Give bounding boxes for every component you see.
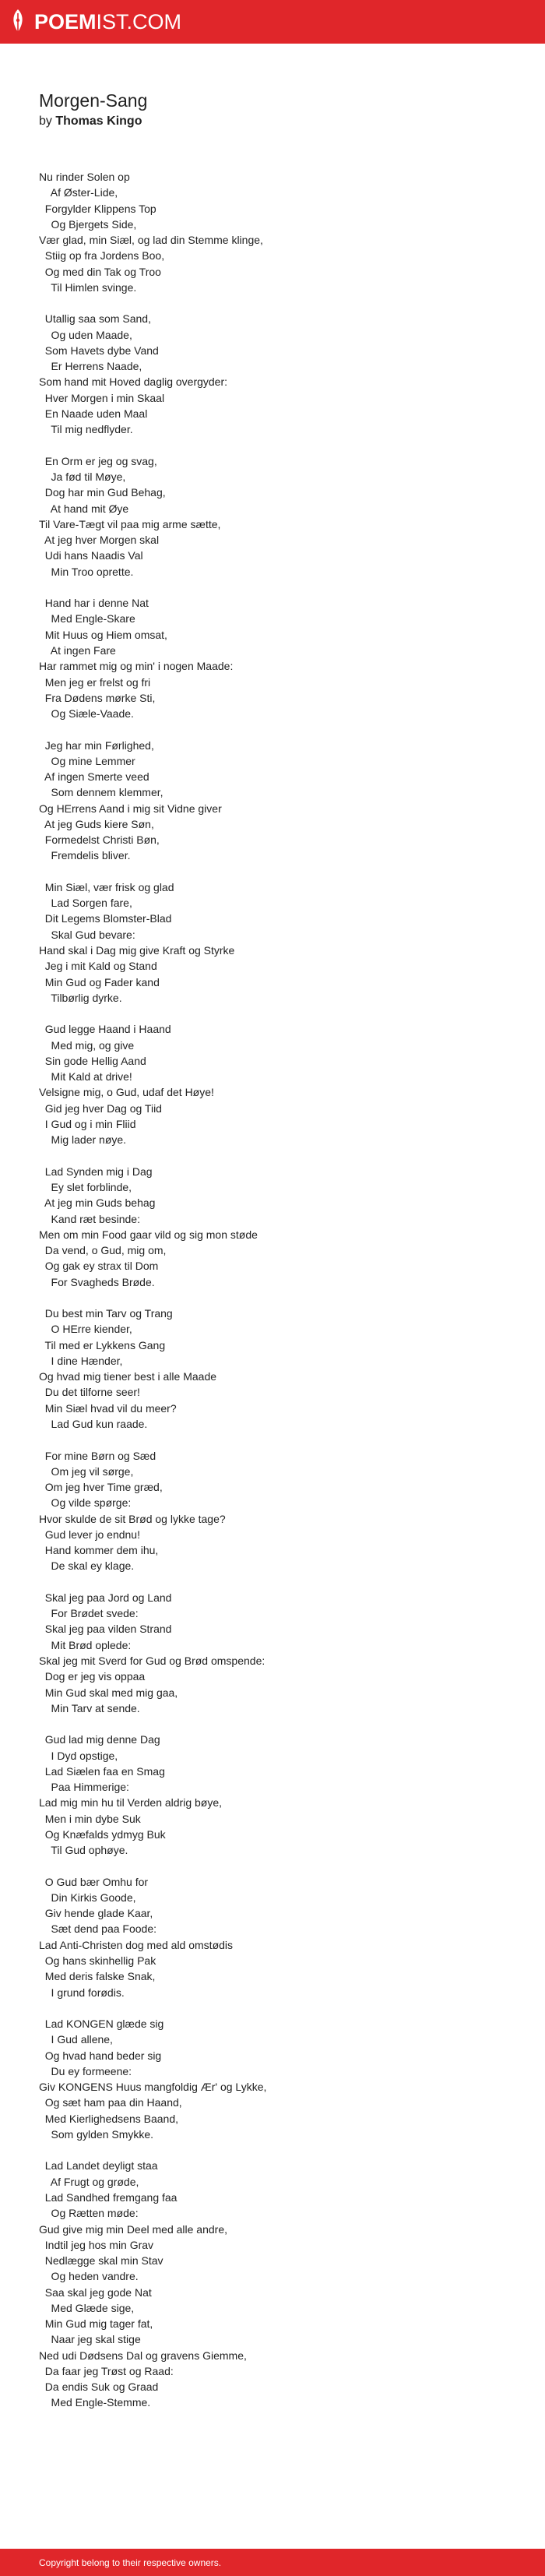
poem-line: Har rammet mig og min' i nogen Maade: xyxy=(39,660,234,673)
poem-line: Sæt dend paa Foode: xyxy=(39,1922,156,1936)
poem-line: I Dyd opstige, xyxy=(39,1749,118,1762)
poem-line: Til mig nedflyder. xyxy=(39,423,133,436)
poem-line: I grund forødis. xyxy=(39,1986,125,1999)
poem-line: Og Bjergets Side, xyxy=(39,217,137,231)
poem-line: Med mig, og give xyxy=(39,1038,135,1052)
poem-line: I Gud allene, xyxy=(39,2033,113,2046)
poem-line: Lad Siælen faa en Smag xyxy=(39,1764,165,1778)
poem-line: En Orm er jeg og svag, xyxy=(39,454,157,467)
poem-line: Hand kommer dem ihu, xyxy=(39,1544,159,1557)
poem-line: Og mine Lemmer xyxy=(39,754,135,767)
poem-line: Du det tilforne seer! xyxy=(39,1386,140,1399)
poem-line: Din Kirkis Goode, xyxy=(39,1891,136,1904)
poem-line: Af ingen Smerte veed xyxy=(39,770,149,784)
poem-line: Med Glæde sige, xyxy=(39,2301,135,2314)
poem-line xyxy=(39,1574,522,1590)
poem-line: Med Engle-Stemme. xyxy=(39,2396,151,2409)
poem-line: Ey slet forblinde, xyxy=(39,1181,132,1193)
poem-line: Fra Dødens mørke Sti, xyxy=(39,691,156,704)
poem-line: I Gud og i min Fliid xyxy=(39,1117,136,1130)
poem-line xyxy=(39,721,522,737)
poem-line: Da vend, o Gud, mig om, xyxy=(39,1244,167,1257)
poem-line: Min Siæl hvad vil du meer? xyxy=(39,1401,177,1415)
poem-line: Og Siæle-Vaade. xyxy=(39,707,134,721)
poem-line xyxy=(39,295,522,311)
poem-line: Ned udi Dødsens Dal og gravens Giemme, xyxy=(39,2349,247,2362)
poem-line: Med Engle-Skare xyxy=(39,612,135,625)
poem-line: Gud lad mig denne Dag xyxy=(39,1733,160,1746)
poem-line: Skal Gud bevare: xyxy=(39,928,135,941)
poem-line: Lad mig min hu til Verden aldrig bøye, xyxy=(39,1796,223,1810)
poem-line: Er Herrens Naade, xyxy=(39,360,142,373)
author-name[interactable]: Thomas Kingo xyxy=(55,115,142,128)
poem-line: At ingen Fare xyxy=(39,643,116,657)
poem-line: Lad Sandhed fremgang faa xyxy=(39,2191,178,2204)
poem-line: Lad KONGEN glæde sig xyxy=(39,2017,164,2031)
poem-line: Hvor skulde de sit Brød og lykke tage? xyxy=(39,1512,226,1525)
poem-byline xyxy=(39,114,142,129)
poem-line: O Gud bær Omhu for xyxy=(39,1875,149,1888)
poem-line: Og med din Tak og Troo xyxy=(39,265,161,278)
poem-line: Hver Morgen i min Skaal xyxy=(39,391,165,404)
poem-line: Nedlægge skal min Stav xyxy=(39,2254,164,2268)
poem-line: Gud legge Haand i Haand xyxy=(39,1023,171,1036)
poem-line: Mit Huus og Hiem omsat, xyxy=(39,628,167,641)
poem-line: Du ey formeene: xyxy=(39,2064,132,2077)
poem-line: Og hvad mig tiener best i alle Maade xyxy=(39,1370,217,1383)
site-logo[interactable] xyxy=(9,9,181,35)
poem-line: Utallig saa som Sand, xyxy=(39,312,151,326)
poem-line: Hand skal i Dag mig give Kraft og Styrke xyxy=(39,944,235,957)
poem-line: Om jeg hver Time græd, xyxy=(39,1481,163,1494)
poem-line: Naar jeg skal stige xyxy=(39,2333,141,2346)
poem-line xyxy=(39,2142,522,2158)
poem-line: Kand ræt besinde: xyxy=(39,1212,140,1225)
poem-line: Til med er Lykkens Gang xyxy=(39,1338,166,1351)
poem-line: Giv KONGENS Huus mangfoldig Ær' og Lykke, xyxy=(39,2081,267,2094)
poem-line: Af Øster-Lide, xyxy=(39,186,118,199)
quill-icon xyxy=(9,9,26,35)
poem-line: Min Gud og Fader kand xyxy=(39,975,160,988)
copyright-text: Copyright belong to their respective owners. xyxy=(39,2557,222,2568)
poem-line: Vær glad, min Siæl, og lad din Stemme klinge, xyxy=(39,234,263,247)
poem-line: Min Gud mig tager fat, xyxy=(39,2317,153,2331)
poem-line: Som gylden Smykke. xyxy=(39,2127,154,2141)
poem-line: Og Rætten møde: xyxy=(39,2207,139,2220)
poem-line xyxy=(39,580,522,595)
poem-line: For Svagheds Brøde. xyxy=(39,1275,155,1288)
poem-line: At jeg hver Morgen skal xyxy=(39,534,160,547)
poem-line: Formedelst Christi Bøn, xyxy=(39,833,160,847)
poem-line xyxy=(39,864,522,879)
poem-line: Hand har i denne Nat xyxy=(39,597,149,610)
poem-line: Tilbørlig dyrke. xyxy=(39,991,122,1004)
site-header xyxy=(0,0,545,44)
poem-line: For Brødet svede: xyxy=(39,1607,139,1620)
poem-line: Og heden vandre. xyxy=(39,2270,139,2283)
poem-line xyxy=(39,1147,522,1163)
poem-line: Fremdelis bliver. xyxy=(39,849,131,862)
poem-line: Jeg har min Førlighed, xyxy=(39,738,154,752)
poem-line: Skal jeg paa Jord og Land xyxy=(39,1591,172,1604)
poem-line: Udi hans Naadis Val xyxy=(39,549,143,562)
poem-line: At jeg Guds kiere Søn, xyxy=(39,817,154,830)
poem-line: Som Havets dybe Vand xyxy=(39,344,159,357)
poem-line: Gud give mig min Deel med alle andre, xyxy=(39,2222,228,2236)
site-footer xyxy=(0,2549,545,2576)
poem-line: Mig lader nøye. xyxy=(39,1133,127,1147)
poem-line: Dit Legems Blomster-Blad xyxy=(39,912,172,925)
poem-line: Forgylder Klippens Top xyxy=(39,202,156,215)
poem-line: Paa Himmerige: xyxy=(39,1781,129,1794)
poem-line: For mine Børn og Sæd xyxy=(39,1449,156,1462)
poem-line: Saa skal jeg gode Nat xyxy=(39,2285,152,2299)
poem-line: Min Siæl, vær frisk og glad xyxy=(39,880,174,893)
poem-line: Da endis Suk og Graad xyxy=(39,2380,159,2394)
poem-line: Som hand mit Hoved daglig overgyder: xyxy=(39,375,228,389)
poem-line: Ja fød til Møye, xyxy=(39,470,126,484)
by-label: by xyxy=(39,115,52,128)
poem-line: Stiig op fra Jordens Boo, xyxy=(39,249,165,263)
poem-line: Og hvad hand beder sig xyxy=(39,2049,162,2062)
poem-line: Men om min Food gaar vild og sig mon støde xyxy=(39,1228,258,1241)
poem-line xyxy=(39,2000,522,2016)
poem-line: Til Himlen svinge. xyxy=(39,280,137,294)
poem-line: Da faar jeg Trøst og Raad: xyxy=(39,2364,174,2377)
poem-line: Som dennem klemmer, xyxy=(39,786,164,799)
poem-line: Jeg i mit Kald og Stand xyxy=(39,960,157,973)
poem-line: En Naade uden Maal xyxy=(39,407,148,420)
poem-line: Men i min dybe Suk xyxy=(39,1812,141,1825)
poem-line xyxy=(39,438,522,453)
poem-line: Til Gud ophøye. xyxy=(39,1844,128,1857)
poem-line: Til Vare-Tægt vil paa mig arme sætte, xyxy=(39,517,221,530)
poem-line: Indtil jeg hos min Grav xyxy=(39,2238,154,2251)
poem-line: At jeg min Guds behag xyxy=(39,1196,156,1210)
poem-line: Velsigne mig, o Gud, udaf det Høye! xyxy=(39,1086,214,1099)
poem-line: Du best min Tarv og Trang xyxy=(39,1307,173,1320)
poem-line: Dog har min Gud Behag, xyxy=(39,486,166,499)
poem-line xyxy=(39,1006,522,1021)
logo-text: POEMIST.COM xyxy=(34,10,182,33)
poem-line: Om jeg vil sørge, xyxy=(39,1464,134,1478)
poem-line: Lad Sorgen fare, xyxy=(39,897,132,910)
poem-line: Lad Anti-Christen dog med ald omstødis xyxy=(39,1938,234,1951)
poem-line: I dine Hænder, xyxy=(39,1354,123,1367)
poem-line: Lad Landet deyligt staa xyxy=(39,2159,158,2173)
poem-line: Skal jeg mit Sverd for Gud og Brød omspende: xyxy=(39,1654,265,1667)
poem-line: Mit Kald at drive! xyxy=(39,1070,132,1084)
poem-title: Morgen-Sang xyxy=(39,90,148,111)
poem-line: Min Troo oprette. xyxy=(39,565,134,578)
poem-line: Gid jeg hver Dag og Tiid xyxy=(39,1101,162,1115)
poem-line: Og uden Maade, xyxy=(39,328,132,341)
poem-line: Og gak ey strax til Dom xyxy=(39,1260,159,1273)
poem-line: Og vilde spørge: xyxy=(39,1496,132,1510)
poem-line: Af Frugt og grøde, xyxy=(39,2175,139,2188)
poem-line: Og HErrens Aand i mig sit Vidne giver xyxy=(39,802,222,815)
poem-line xyxy=(39,1290,522,1306)
poem-line xyxy=(39,1432,522,1447)
poem-line: Skal jeg paa vilden Strand xyxy=(39,1623,172,1636)
poem-line: Gud lever jo endnu! xyxy=(39,1528,140,1541)
poem-line xyxy=(39,1716,522,1732)
poem-line: Med deris falske Snak, xyxy=(39,1970,156,1983)
poem-line: Lad Synden mig i Dag xyxy=(39,1165,153,1178)
poem-line: Sin gode Hellig Aand xyxy=(39,1054,146,1067)
poem-line: Og Knæfalds ydmyg Buk xyxy=(39,1827,166,1841)
poem-line: Med Kierlighedsens Baand, xyxy=(39,2112,178,2125)
poem-line: Nu rinder Solen op xyxy=(39,171,130,183)
poem-line: De skal ey klage. xyxy=(39,1559,135,1573)
poem-line: Men jeg er frelst og fri xyxy=(39,675,151,689)
poem-line: Giv hende glade Kaar, xyxy=(39,1907,153,1920)
poem-line: O HErre kiender, xyxy=(39,1323,132,1336)
poem-line: Og sæt ham paa din Haand, xyxy=(39,2096,182,2109)
poem-line: Og hans skinhellig Pak xyxy=(39,1954,156,1968)
poem-line: Lad Gud kun raade. xyxy=(39,1417,148,1430)
poem-line: Dog er jeg vis oppaa xyxy=(39,1670,146,1683)
poem-line: At hand mit Øye xyxy=(39,502,129,515)
poem-line: Mit Brød oplede: xyxy=(39,1638,132,1651)
poem-line: Min Tarv at sende. xyxy=(39,1701,140,1714)
poem-line xyxy=(39,1858,522,1873)
poem-body xyxy=(39,169,522,2411)
poem-line: Min Gud skal med mig gaa, xyxy=(39,1686,178,1699)
